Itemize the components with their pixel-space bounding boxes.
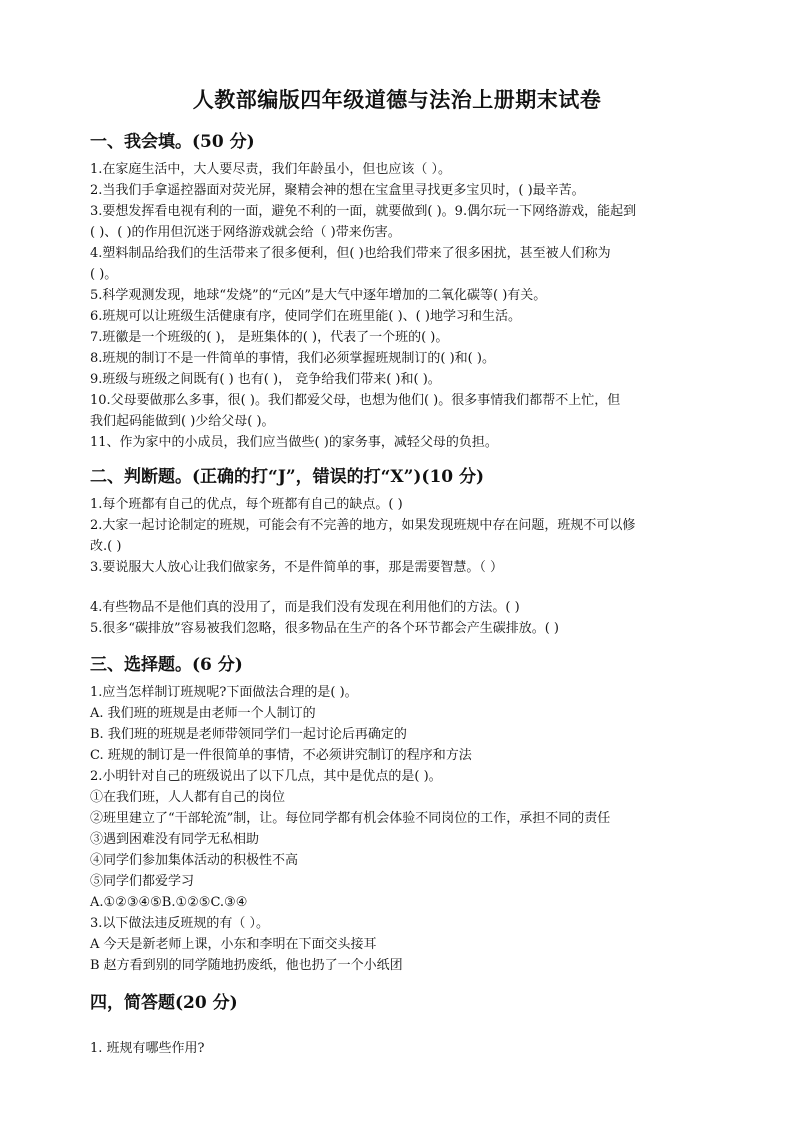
question-line: 3.以下做法违反班规的有（ ）。 [90, 916, 270, 931]
section-heading-short-answer: 四，简答题(20 分) [90, 993, 238, 1013]
question-line: 1.应当怎样制订班规呢?下面做法合理的是( )。 [90, 685, 358, 700]
question-line: ( )。 [90, 267, 118, 282]
option-line: A. 我们班的班规是由老师一个人制订的 [90, 706, 316, 721]
section-heading-fill-in: 一、我会填。(50 分) [90, 132, 255, 152]
option-line: C. 班规的制订是一件很简单的事情，不必须讲究制订的程序和方法 [90, 748, 472, 763]
question-line: 3.要说服大人放心让我们做家务，不是件简单的事，那是需要智慧。（ ） [90, 560, 504, 575]
section-heading-multiple-choice: 三、选择题。(6 分) [90, 655, 243, 675]
question-line: 2.当我们手拿遥控器面对荧光屏，聚精会神的想在宝盒里寻找更多宝贝时，( )最辛苦。 [90, 183, 585, 198]
question-line: 1. 班规有哪些作用? [90, 1041, 205, 1056]
option-line: B 赵方看到别的同学随地扔废纸，他也扔了一个小纸团 [90, 958, 403, 973]
question-line: 5.科学观测发现，地球“发烧”的“元凶”是大气中逐年增加的二氧化碳等( )有关。 [90, 288, 547, 303]
question-line: 4.有些物品不是他们真的没用了，而是我们没有发现在利用他们的方法。( ) [90, 600, 520, 615]
question-line: 2.小明针对自己的班级说出了以下几点，其中是优点的是( )。 [90, 769, 442, 784]
question-line: 我们起码能做到( )少给父母( )。 [90, 414, 275, 429]
question-line: 6.班规可以让班级生活健康有序，使同学们在班里能( )、( )地学习和生活。 [90, 309, 521, 324]
question-line: 9.班级与班级之间既有( ) 也有( )， 竞争给我们带来( )和( )。 [90, 372, 441, 387]
option-line: ⑤同学们都爱学习 [90, 874, 195, 889]
option-line: ①在我们班，人人都有自己的岗位 [90, 790, 286, 805]
question-line: 4.塑料制品给我们的生活带来了很多便利，但( )也给我们带来了很多困扰，甚至被人们称为 [90, 246, 611, 261]
question-line: 11、作为家中的小成员，我们应当做些( )的家务事，减轻父母的负担。 [90, 435, 498, 450]
option-line: ③遇到困难没有同学无私相助 [90, 832, 260, 847]
page-title: 人教部编版四年级道德与法治上册期末试卷 [192, 87, 602, 112]
option-line: ②班里建立了“干部轮流”制，让。每位同学都有机会体验不同岗位的工作，承担不同的责任 [90, 811, 611, 826]
question-line: 改.( ) [90, 539, 122, 554]
question-line: 8.班规的制订不是一件简单的事情，我们必须掌握班规制订的( )和( )。 [90, 351, 495, 366]
option-line: B. 我们班的班规是老师带领同学们一起讨论后再确定的 [90, 727, 407, 742]
question-line: 1.每个班都有自己的优点，每个班都有自己的缺点。( ) [90, 497, 403, 512]
question-line: 1.在家庭生活中，大人要尽责，我们年龄虽小，但也应该（ ）。 [90, 162, 452, 177]
question-line: 10.父母要做那么多事，很( )。我们都爱父母，也想为他们( )。很多事情我们都帮不上忙，但 [90, 393, 621, 408]
question-line: 2.大家一起讨论制定的班规，可能会有不完善的地方，如果发现班规中存在问题，班规不可以修 [90, 518, 636, 533]
option-line: A 今天是新老师上课，小东和李明在下面交头接耳 [90, 937, 377, 952]
option-line: ④同学们参加集体活动的积极性不高 [90, 853, 299, 868]
question-line: ( )、( )的作用但沉迷于网络游戏就会给（ )带来伤害。 [90, 225, 401, 240]
option-line: A.①②③④⑤B.①②⑤C.③④ [90, 895, 248, 910]
question-line: 3.要想发挥看电视有利的一面，避免不利的一面，就要做到( )。9.偶尔玩一下网络游戏，能起到 [90, 204, 637, 219]
section-heading-true-false: 二、判断题。(正确的打“J”，错误的打“X”)(10 分) [90, 467, 485, 487]
question-line: 5.很多“碳排放”容易被我们忽略，很多物品在生产的各个环节都会产生碳排放。( ) [90, 621, 559, 636]
question-line: 7.班徽是一个班级的( )， 是班集体的( )，代表了一个班的( )。 [90, 330, 449, 345]
